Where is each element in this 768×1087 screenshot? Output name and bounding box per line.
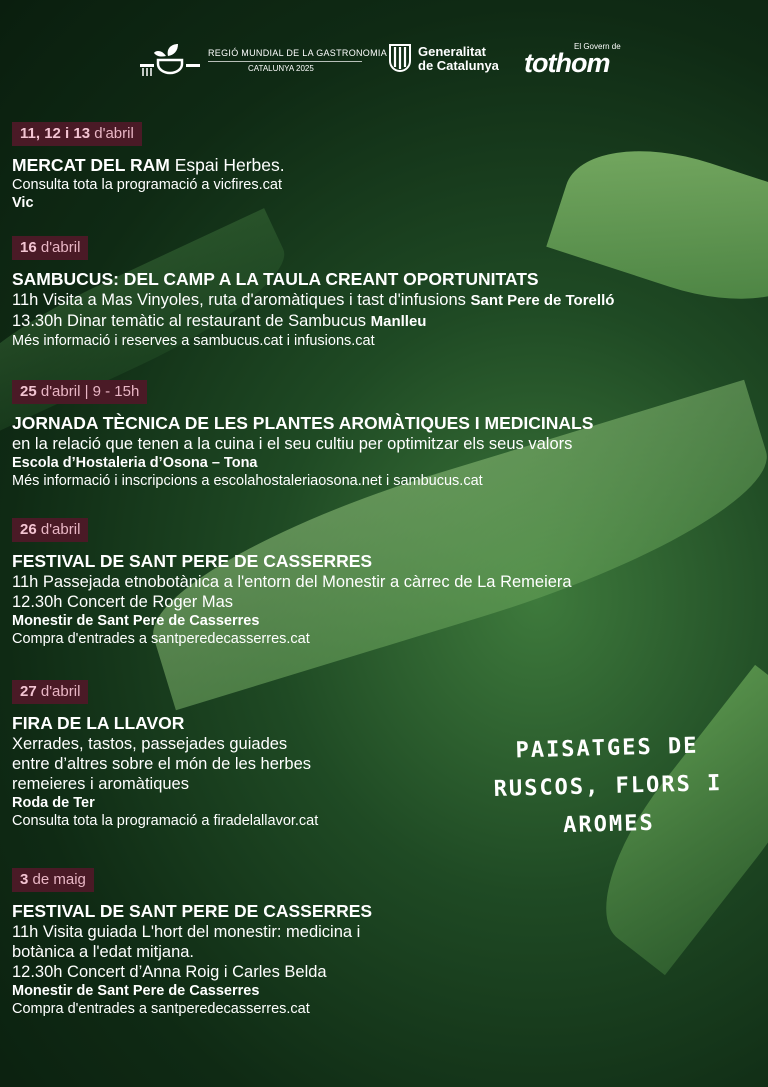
- event-jornada-tecnica: [12, 380, 762, 490]
- event-date-tag: 11, 12 i 13 d'abril: [12, 122, 142, 146]
- event-title: FIRA DE LA LLAVOR: [12, 713, 185, 733]
- generalitat-line2: de Catalunya: [418, 58, 499, 73]
- event-title: MERCAT DEL RAM Espai Herbes.: [12, 155, 285, 175]
- gastronomy-title: REGIÓ MUNDIAL DE LA GASTRONOMIA: [208, 48, 387, 58]
- event-line: 12.30h Concert d’Anna Roig i Carles Belda: [12, 963, 327, 981]
- gastronomy-icon: [138, 42, 202, 78]
- event-location: Roda de Ter: [12, 795, 95, 811]
- event-date-tag: 16 d'abril: [12, 236, 88, 260]
- event-title: SAMBUCUS: DEL CAMP A LA TAULA CREANT OPORTUNITATS: [12, 269, 539, 289]
- event-festival-casserres-1: [12, 518, 762, 648]
- event-line: 13.30h Dinar temàtic al restaurant de Sambucus Manlleu: [12, 312, 427, 330]
- event-line: botànica a l'edat mitjana.: [12, 943, 195, 961]
- event-line: 11h Visita a Mas Vinyoles, ruta d'aromàtiques i tast d'infusions Sant Pere de Torelló: [12, 291, 615, 309]
- event-line: entre d’altres sobre el món de les herbes: [12, 755, 311, 773]
- event-mercat-del-ram: [12, 122, 762, 212]
- event-location: Monestir de Sant Pere de Casserres: [12, 983, 260, 999]
- event-info: Més informació i reserves a sambucus.cat i infusions.cat: [12, 333, 375, 349]
- event-date-tag: 25 d'abril | 9 - 15h: [12, 380, 147, 404]
- event-info: Més informació i inscripcions a escolahostaleriaosona.net i sambucus.cat: [12, 473, 483, 489]
- event-info: Consulta tota la programació a firadelallavor.cat: [12, 813, 319, 829]
- header-logos: [0, 40, 768, 80]
- event-title: JORNADA TÈCNICA DE LES PLANTES AROMÀTIQUES I MEDICINALS: [12, 413, 594, 433]
- event-line: 12.30h Concert de Roger Mas: [12, 593, 234, 611]
- event-line: Xerrades, tastos, passejades guiades: [12, 735, 288, 753]
- tothom-wordmark: tothom: [524, 48, 610, 78]
- event-line: en la relació que tenen a la cuina i el seu cultiu per optimitzar els seus valors: [12, 435, 573, 453]
- event-sambucus: [12, 236, 762, 350]
- govern-tothom-logo: [524, 40, 634, 80]
- event-location: Vic: [12, 195, 34, 211]
- generalitat-line1: Generalitat: [418, 44, 486, 59]
- event-date-tag: 26 d'abril: [12, 518, 88, 542]
- slogan-line1: PAISATGES DE: [515, 733, 699, 764]
- event-date-tag: 27 d'abril: [12, 680, 88, 704]
- event-line: 11h Passejada etnobotànica a l'entorn del Monestir a càrrec de La Remeiera: [12, 573, 572, 591]
- generalitat-logo: [388, 43, 508, 75]
- event-title: FESTIVAL DE SANT PERE DE CASSERRES: [12, 901, 373, 921]
- gastronomy-region-logo: [138, 42, 387, 78]
- event-line: 11h Visita guiada L'hort del monestir: medicina i: [12, 923, 361, 941]
- slogan: [487, 727, 730, 847]
- event-title: FESTIVAL DE SANT PERE DE CASSERRES: [12, 551, 373, 571]
- gastronomy-subtitle: CATALUNYA 2025: [248, 64, 314, 73]
- event-info: Compra d'entrades a santperedecasserres.cat: [12, 1001, 310, 1017]
- event-info: Compra d'entrades a santperedecasserres.cat: [12, 631, 310, 647]
- event-line: remeieres i aromàtiques: [12, 775, 189, 793]
- event-info: Consulta tota la programació a vicfires.cat: [12, 177, 282, 193]
- slogan-line3: AROMES: [562, 810, 656, 839]
- event-location: Escola d’Hostaleria d’Osona – Tona: [12, 455, 258, 471]
- event-date-tag: 3 de maig: [12, 868, 94, 892]
- event-location: Monestir de Sant Pere de Casserres: [12, 613, 260, 629]
- gastronomy-divider: [208, 61, 362, 62]
- slogan-line2: RUSCOS, FLORS I: [493, 771, 723, 802]
- govern-small-text: El Govern de: [574, 42, 621, 51]
- catalan-shield-icon: [388, 43, 412, 73]
- event-festival-casserres-2: [12, 868, 762, 1018]
